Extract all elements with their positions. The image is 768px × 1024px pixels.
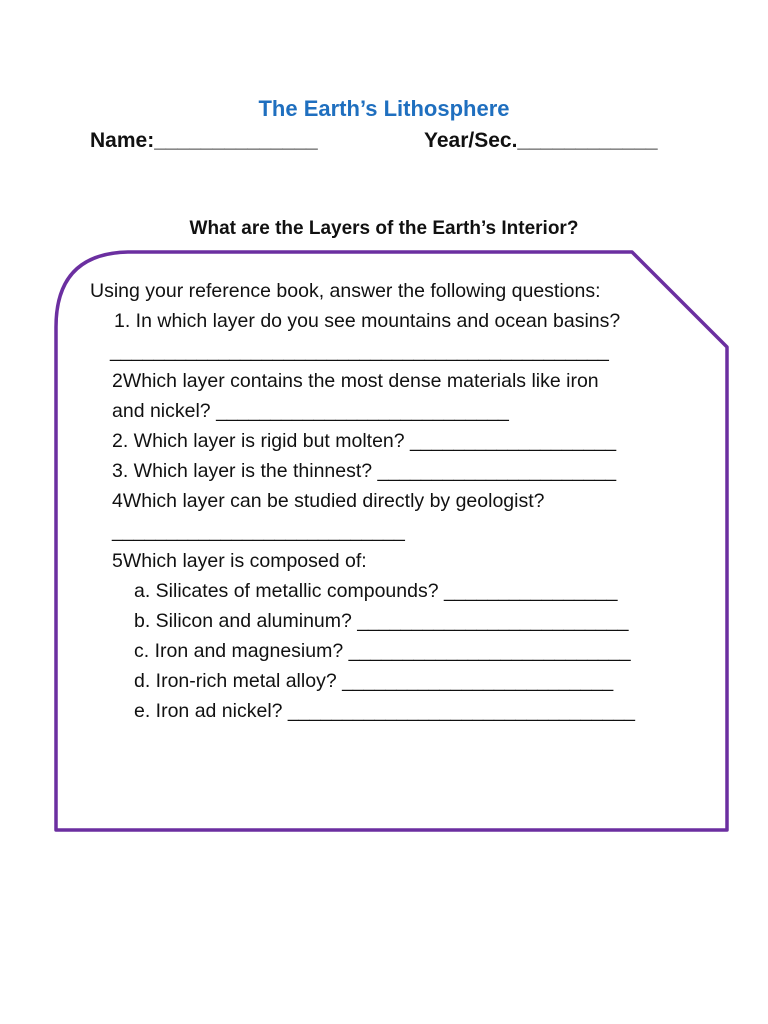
question-1-answer-blank: ______________________________________________ [110, 340, 609, 362]
question-6-item-e: e. Iron ad nickel? ________________________________ [134, 700, 635, 722]
question-6-item-a: a. Silicates of metallic compounds? ________________ [134, 580, 618, 602]
question-2-line-2: and nickel? ___________________________ [112, 400, 509, 422]
section-heading: What are the Layers of the Earth’s Interior? [189, 218, 579, 239]
question-4: 3. Which layer is the thinnest? ______________________ [112, 460, 617, 482]
question-6-item-d: d. Iron-rich metal alloy? _________________________ [134, 670, 614, 692]
question-6-item-b: b. Silicon and aluminum? _________________________ [134, 610, 629, 632]
question-5: 4Which layer can be studied directly by geologist? [112, 490, 545, 512]
worksheet-title: The Earth’s Lithosphere [258, 96, 510, 121]
question-6-item-c: c. Iron and magnesium? __________________________ [134, 640, 631, 662]
name-field: Name:______________ [90, 129, 318, 152]
question-6: 5Which layer is composed of: [112, 550, 367, 572]
question-3: 2. Which layer is rigid but molten? ___________________ [112, 430, 617, 452]
question-1: 1. In which layer do you see mountains and ocean basins? [114, 310, 621, 332]
year-section-field: Year/Sec.____________ [424, 129, 658, 152]
instructions-text: Using your reference book, answer the following questions: [90, 280, 601, 302]
question-5-answer-blank: ___________________________ [112, 520, 405, 542]
question-2-line-1: 2Which layer contains the most dense materials like iron [112, 370, 599, 392]
